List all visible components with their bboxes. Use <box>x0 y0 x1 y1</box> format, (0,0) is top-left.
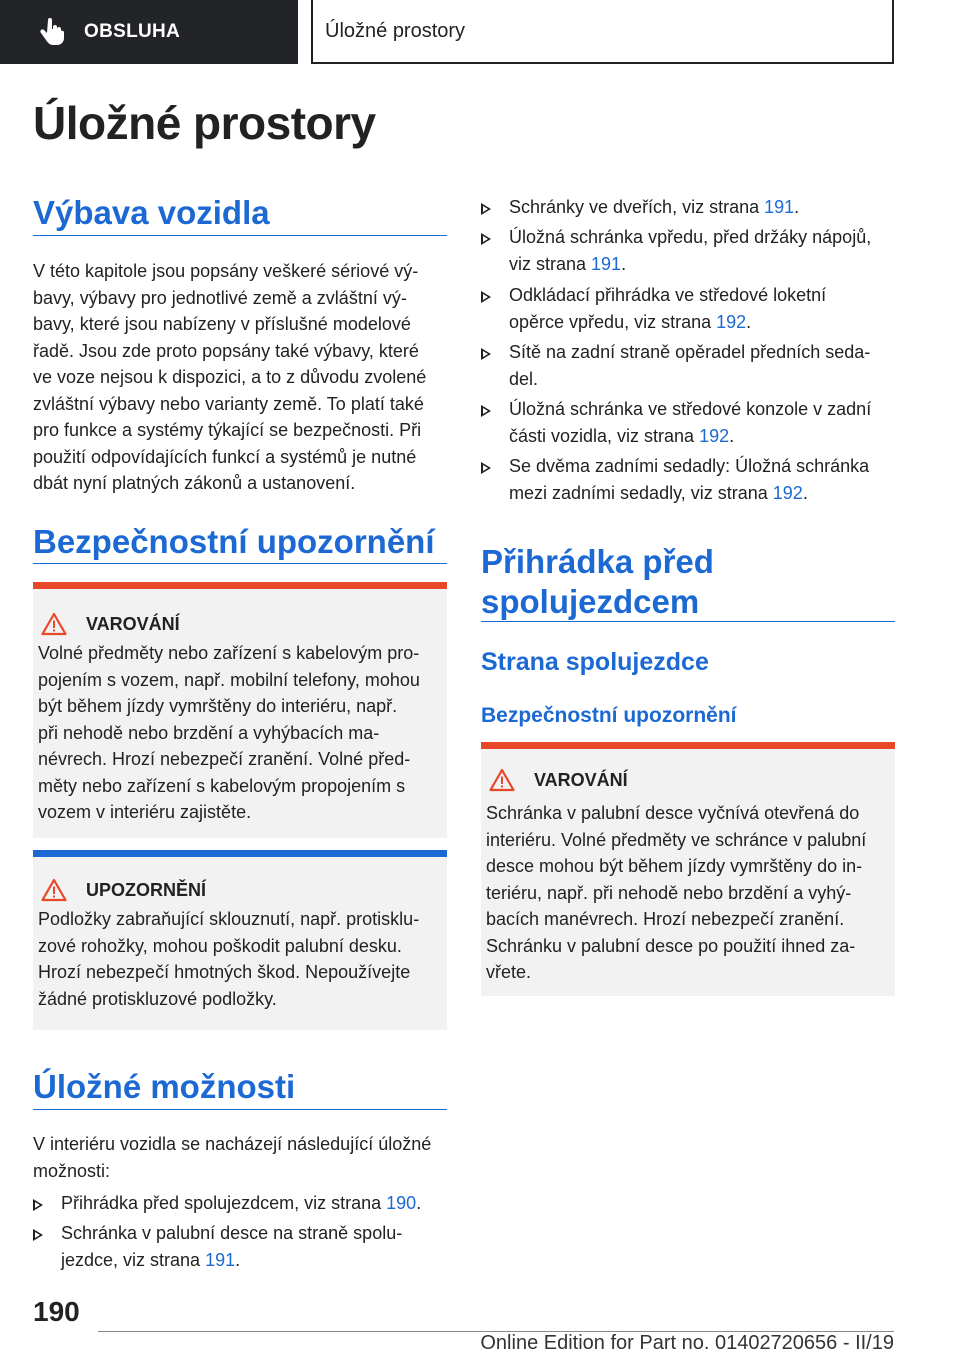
warning-bar <box>481 742 895 749</box>
warning-box <box>481 742 895 996</box>
list-item <box>481 339 895 393</box>
list-item <box>481 453 895 507</box>
list-item <box>481 224 895 278</box>
page-link[interactable]: 192 <box>772 482 803 503</box>
text-line: Úložná schránka ve středové konzole v zadní <box>509 399 872 419</box>
bullet-triangle-icon <box>481 462 491 474</box>
heading-line: Přihrádka před <box>481 543 714 580</box>
footer-edition: Online Edition for Part no. 01402720656 - II/19 <box>480 1332 894 1354</box>
bullet-triangle-icon <box>481 233 491 245</box>
notice-title: UPOZORNĚNÍ <box>86 879 207 900</box>
text-line: Sítě na zadní straně opěradel předních seda- <box>509 342 871 362</box>
list-item <box>481 396 895 450</box>
text-suffix: . <box>416 1193 422 1213</box>
text-line: Schránka v palubní desce na straně spolu- <box>61 1223 403 1243</box>
text-line: V interiéru vozidla se nacházejí následující úložné <box>33 1134 432 1154</box>
text-line: teriéru, např. při nehodě nebo brzdění a vyhý- <box>486 882 852 903</box>
text-suffix: . <box>746 311 752 332</box>
list-item-text <box>61 1220 402 1273</box>
page-link[interactable]: 191 <box>205 1249 236 1270</box>
text-line: viz strana <box>509 253 592 274</box>
text-line: použití odpovídajících funkcí a systémů je nutné <box>33 446 417 467</box>
list-item <box>481 194 895 221</box>
list-item <box>33 1190 447 1217</box>
page-number: 190 <box>33 1296 80 1327</box>
bullet-triangle-icon <box>33 1229 43 1241</box>
text-line: bacích manévrech. Hrozí nebezpečí zranění. <box>486 909 845 929</box>
text-line: mezi zadními sedadly, viz strana <box>509 482 773 503</box>
text-line: vozem v interiéru zajistěte. <box>38 802 252 822</box>
bullet-triangle-icon <box>481 291 491 303</box>
text-line: bavy, výbavy pro jednotlivé země a zvláštní vý- <box>33 287 407 308</box>
text-suffix: . <box>802 482 808 503</box>
text-line: Se dvěma zadními sedadly: Úložná schránka <box>509 456 870 476</box>
header-section-label: OBSLUHA <box>84 21 181 42</box>
list-item <box>481 282 895 336</box>
sub-heading-strana: Strana spolujezdce <box>481 648 709 676</box>
warning-title: VAROVÁNÍ <box>86 613 180 634</box>
notice-text <box>38 906 448 1012</box>
warning-title: VAROVÁNÍ <box>534 769 628 790</box>
bullet-triangle-icon <box>33 1199 43 1211</box>
text-line: Odkládací přihrádka ve středové loketní <box>509 285 827 305</box>
warning-triangle-icon <box>41 878 67 902</box>
text-line: možnosti: <box>33 1160 111 1181</box>
section-heading-moznosti: Úložné možnosti <box>33 1068 296 1105</box>
text-line: při nehodě nebo brzdění a vyhýbacích ma- <box>38 722 380 743</box>
page-link[interactable]: 192 <box>716 311 747 332</box>
text-line: Volné předměty nebo zařízení s kabelovým pro- <box>38 643 420 663</box>
warning-bar <box>33 582 447 589</box>
list-item-text <box>509 453 869 506</box>
page-link[interactable]: 192 <box>699 425 730 446</box>
list-item-text <box>509 282 826 335</box>
section-heading-prihradka <box>481 542 714 622</box>
header-section-tab <box>0 0 298 64</box>
text-line: Hrozí nebezpečí hmotných škod. Nepoužívejte <box>38 962 411 982</box>
section-rule <box>33 235 447 236</box>
text-line: del. <box>509 368 539 389</box>
list-item-text <box>509 224 871 277</box>
text-line: bavy, které jsou nabízeny v příslušné modelové <box>33 314 411 334</box>
text-line: ve voze nejsou k dispozici, a to z důvodu zvolené <box>33 367 427 387</box>
bullet-triangle-icon <box>481 348 491 360</box>
text-line: Schránky ve dveřích, viz strana <box>509 197 765 217</box>
hand-pointer-icon <box>40 18 64 46</box>
text-line: opěrce vpředu, viz strana <box>509 311 717 332</box>
section-rule <box>481 621 895 622</box>
bullet-triangle-icon <box>481 203 491 215</box>
text-line: V této kapitole jsou popsány veškeré sériové vý- <box>33 261 419 281</box>
text-line: být během jízdy vymrštěny do interiéru, např. <box>38 696 398 716</box>
text-line: névrech. Hrozí nebezpečí zranění. Volné před- <box>38 749 411 769</box>
list-item-text <box>509 396 871 449</box>
text-line: interiéru. Volné předměty ve schránce v palubní <box>486 829 867 850</box>
page-title: Úložné prostory <box>33 97 376 149</box>
text-line: vřete. <box>486 962 532 982</box>
text-suffix: . <box>621 253 627 274</box>
header-chapter-title: Úložné prostory <box>311 0 894 64</box>
warning-text <box>38 640 448 826</box>
section-heading-bezpecnost: Bezpečnostní upozornění <box>33 523 435 560</box>
warning-heading <box>489 768 628 792</box>
text-line: měty nebo zařízení s kabelovým propojením s <box>38 775 406 796</box>
vybava-paragraph <box>33 258 447 497</box>
warning-text <box>486 800 896 986</box>
text-line: pro funkce a systémy týkající se bezpečnosti. Při <box>33 420 422 440</box>
notice-box <box>33 850 447 1030</box>
text-line: Úložná schránka vpředu, před držáky nápojů, <box>509 227 872 247</box>
notice-bar <box>33 850 447 857</box>
section-rule <box>33 563 447 564</box>
notice-heading <box>41 878 206 902</box>
text-line: desce mohou být během jízdy vymrštěny do in- <box>486 856 863 876</box>
text-line: části vozidla, viz strana <box>509 425 700 446</box>
text-line: žádné protiskluzové podložky. <box>38 988 277 1009</box>
text-line: Přihrádka před spolujezdcem, viz strana <box>61 1193 387 1213</box>
text-line: Schránku v palubní desce po použití ihned za- <box>486 935 856 956</box>
bullet-triangle-icon <box>481 405 491 417</box>
moznosti-intro <box>33 1131 447 1184</box>
section-rule <box>33 1109 447 1110</box>
text-line: dbát nyní platných zákonů a ustanovení. <box>33 473 356 493</box>
page-link[interactable]: 190 <box>386 1193 417 1213</box>
text-line: Podložky zabraňující sklouznutí, např. protisklu- <box>38 909 420 929</box>
list-item <box>33 1220 447 1274</box>
warning-box <box>33 582 447 838</box>
text-line: zové rohožky, mohou poškodit palubní desku. <box>38 935 402 956</box>
warning-triangle-icon <box>489 768 515 792</box>
text-suffix: . <box>729 425 735 446</box>
text-suffix: . <box>794 197 800 217</box>
list-item-text <box>509 194 799 221</box>
heading-line: spolujezdcem <box>481 583 700 620</box>
page-link[interactable]: 191 <box>591 253 622 274</box>
text-line: Schránka v palubní desce vyčnívá otevřená do <box>486 803 860 823</box>
list-item-text <box>61 1190 421 1217</box>
warning-heading <box>41 612 180 636</box>
warning-triangle-icon <box>41 612 67 636</box>
text-line: řadě. Jsou zde proto popsány také výbavy, které <box>33 340 419 361</box>
page-link[interactable]: 191 <box>764 197 795 217</box>
section-heading-vybava: Výbava vozidla <box>33 194 270 231</box>
list-item-text <box>509 339 870 392</box>
text-line: zvláštní výbavy nebo varianty země. To platí také <box>33 393 424 414</box>
text-suffix: . <box>235 1249 241 1270</box>
sub-heading-bezpecnost: Bezpečnostní upozornění <box>481 704 737 727</box>
text-line: jezdce, viz strana <box>61 1249 206 1270</box>
text-line: pojením s vozem, např. mobilní telefony, mohou <box>38 669 420 690</box>
